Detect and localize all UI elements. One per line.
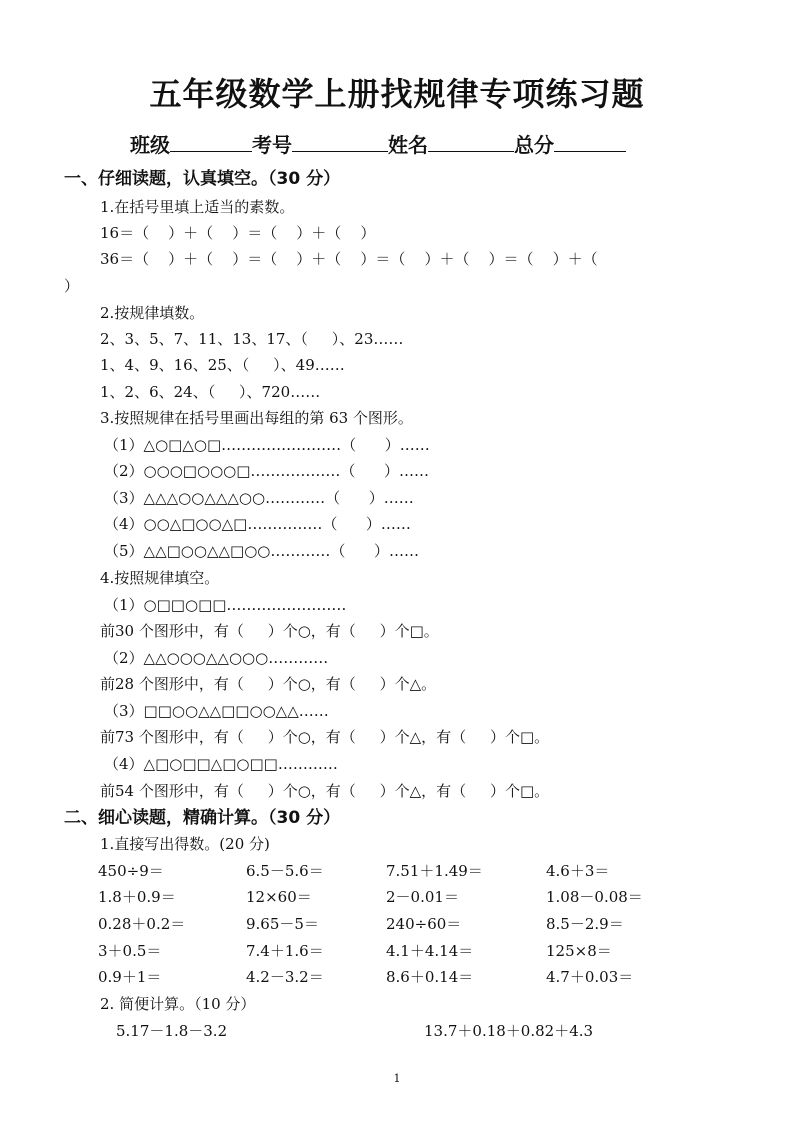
q3-item: （1）△○□△○□……………………（ ）…… (104, 436, 430, 454)
name-blank[interactable] (428, 131, 514, 152)
calc-item: 4.6＋3＝ (546, 862, 610, 880)
calc-item: 4.7＋0.03＝ (546, 968, 634, 986)
q4-pattern-4: （4）△□○□□△□○□□………… (104, 755, 338, 773)
name-label: 姓名 (388, 133, 428, 157)
calc-label: 1.直接写出得数。(20 分) (100, 835, 270, 853)
calc-item: 3＋0.5＝ (98, 942, 162, 960)
class-label: 班级 (130, 133, 170, 157)
q3-item: （2）○○○□○○○□………………（ ）…… (104, 462, 430, 480)
calc-item: 450÷9＝ (98, 862, 164, 880)
calc-item: 1.08－0.08＝ (546, 888, 643, 906)
calc-item: 2－0.01＝ (386, 888, 459, 906)
calc-item: 4.1＋4.14＝ (386, 942, 474, 960)
q3-item: （5）△△□○○△△□○○…………（ ）…… (104, 542, 419, 560)
calc-item: 0.9＋1＝ (98, 968, 162, 986)
section2-heading: 二、细心读题，精确计算。（30 分） (64, 808, 341, 828)
q4-label: 4.按照规律填空。 (100, 569, 220, 587)
number-blank[interactable] (292, 131, 388, 152)
q2-line1: 2、3、5、7、11、13、17、（ ）、23…… (100, 330, 404, 348)
q3-label: 3.按照规律在括号里画出每组的第 63 个图形。 (100, 409, 413, 427)
page-title: 五年级数学上册找规律专项练习题 (149, 75, 645, 113)
simplify-label: 2. 简便计算。（10 分） (100, 995, 256, 1013)
calc-item: 7.51＋1.49＝ (386, 862, 483, 880)
q1-label: 1.在括号里填上适当的素数。 (100, 198, 295, 216)
q2-line2: 1、4、9、16、25、（ ）、49…… (100, 356, 345, 374)
q1-line1: 16＝（ ）＋（ ）＝（ ）＋（ ） (100, 224, 376, 242)
calc-item: 12×60＝ (246, 888, 312, 906)
q1-line2: 36＝（ ）＋（ ）＝（ ）＋（ ）＝（ ）＋（ ）＝（ ）＋（ (100, 250, 598, 268)
q4-pattern-1: （1）○□□○□□…………………… (104, 596, 347, 614)
class-blank[interactable] (170, 131, 252, 152)
calc-item: 4.2－3.2＝ (246, 968, 324, 986)
q3-item: （4）○○△□○○△□……………（ ）…… (104, 515, 411, 533)
q4-question-3: 前73 个图形中，有（ ）个○，有（ ）个△，有（ ）个□。 (100, 728, 550, 746)
q4-pattern-3: （3）□□○○△△□□○○△△…… (104, 702, 329, 720)
q4-question-4: 前54 个图形中，有（ ）个○，有（ ）个△，有（ ）个□。 (100, 782, 550, 800)
q1-line2-cont: ） (64, 277, 80, 295)
q4-pattern-2: （2）△△○○○△△○○○………… (104, 649, 329, 667)
calc-item: 240÷60＝ (386, 915, 462, 933)
calc-item: 8.6＋0.14＝ (386, 968, 474, 986)
calc-item: 6.5－5.6＝ (246, 862, 324, 880)
q4-question-2: 前28 个图形中，有（ ）个○，有（ ）个△。 (100, 675, 437, 693)
calc-item: 9.65－5＝ (246, 915, 319, 933)
calc-item: 1.8＋0.9＝ (98, 888, 176, 906)
simplify-expr-1: 5.17－1.8－3.2 (116, 1022, 228, 1040)
q4-question-1: 前30 个图形中，有（ ）个○，有（ ）个□。 (100, 622, 439, 640)
score-blank[interactable] (554, 131, 626, 152)
calc-item: 7.4＋1.6＝ (246, 942, 324, 960)
section1-heading: 一、仔细读题，认真填空。（30 分） (64, 169, 341, 189)
q3-item: （3）△△△○○△△△○○…………（ ）…… (104, 489, 414, 507)
calc-item: 0.28＋0.2＝ (98, 915, 186, 933)
page-number: 1 (393, 1072, 401, 1085)
student-info-line (130, 131, 626, 158)
simplify-expr-2: 13.7＋0.18＋0.82＋4.3 (424, 1022, 594, 1040)
score-label: 总分 (514, 133, 554, 157)
calc-item: 125×8＝ (546, 942, 612, 960)
q2-label: 2.按规律填数。 (100, 304, 205, 322)
q2-line3: 1、2、6、24、（ ）、720…… (100, 383, 321, 401)
number-label: 考号 (252, 133, 292, 157)
calc-item: 8.5－2.9＝ (546, 915, 624, 933)
